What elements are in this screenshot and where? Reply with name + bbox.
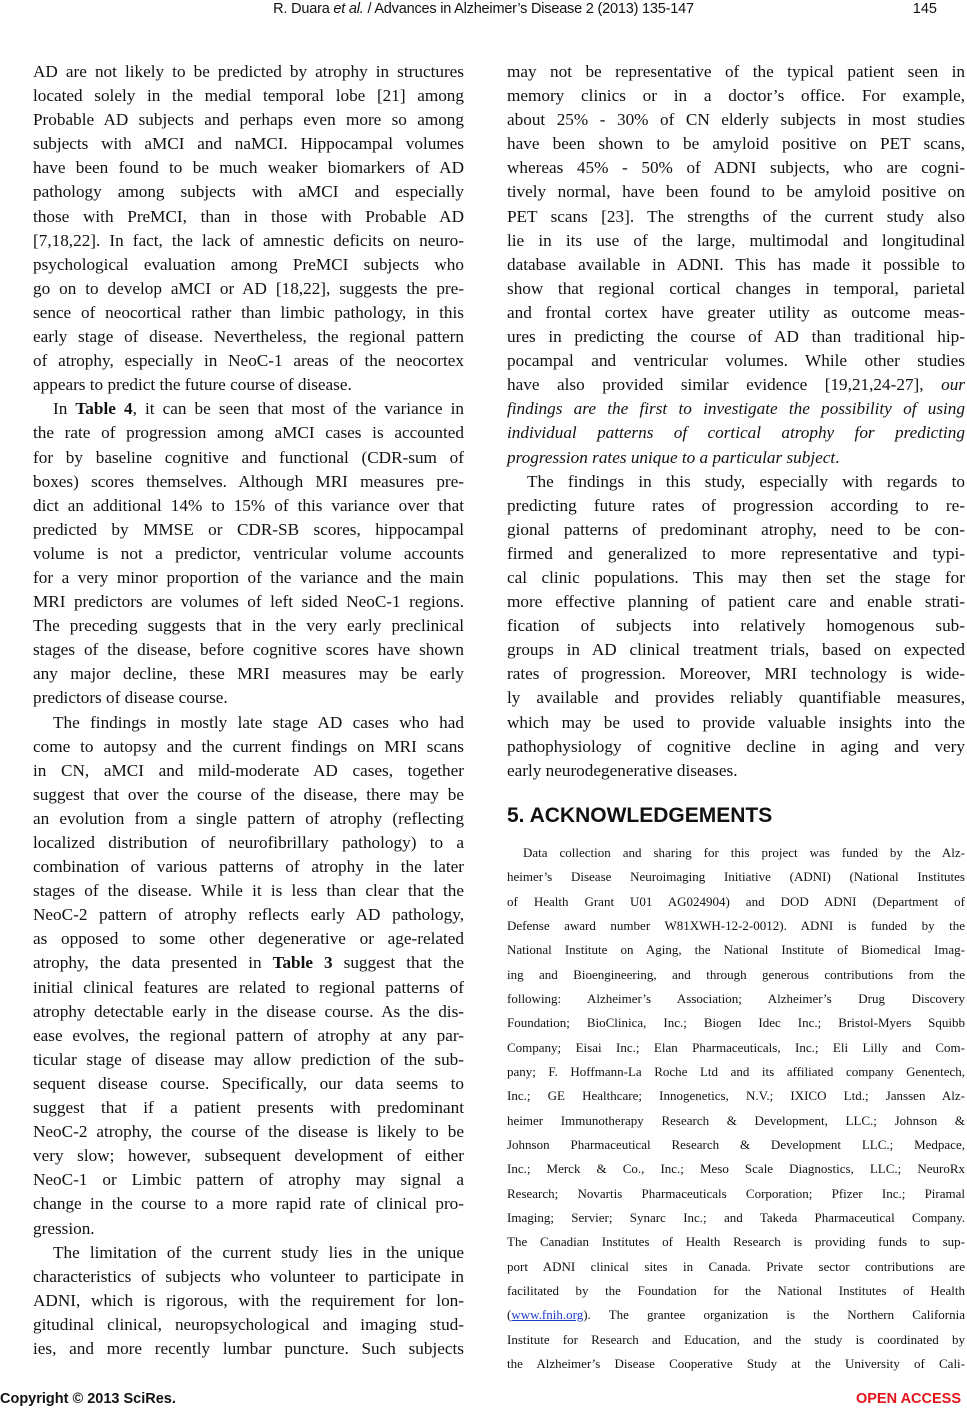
text: those with PreMCI, than in those with Probable AD [33, 206, 464, 226]
text-line [33, 373, 464, 397]
text-line [33, 1024, 464, 1048]
text: stages of the disease. While it is less than clear that the [33, 881, 464, 901]
text-line [33, 325, 464, 349]
text: of atrophy, especially in NeoC-1 areas of the neocortex [33, 351, 464, 371]
text-line [33, 60, 464, 84]
text-line [33, 205, 464, 229]
text-line [507, 987, 965, 1011]
title-et-al: et al. [333, 1, 364, 17]
text: heimer’s Disease Neuroimaging Initiative (ADNI) (National Institutes [507, 869, 965, 885]
text-line [507, 470, 965, 494]
text: show that regional cortical changes in temporal, parietal [507, 278, 965, 298]
text-line [507, 841, 965, 865]
text: as opposed to some other degenerative or age-related [33, 929, 464, 949]
text-line [33, 1120, 464, 1144]
text: Foundation; BioClinica, Inc.; Biogen Idec Inc.; Bristol-Myers Squibb [507, 1015, 965, 1031]
text: subjects with aMCI and naMCI. Hippocampal volumes [33, 134, 464, 154]
text: gression. [33, 1218, 95, 1238]
text: firmed and generalized to more representative and typi- [507, 543, 965, 563]
text: Data collection and sharing for this project was funded by the Alz- [523, 844, 965, 860]
text-line [507, 518, 965, 542]
text: psychological evaluation among PreMCI subjects who [33, 254, 464, 274]
text-line [507, 735, 965, 759]
text-line [33, 253, 464, 277]
text-line [33, 927, 464, 951]
acknowledgements-text [507, 841, 965, 1377]
text: [7,18,22]. In fact, the lack of amnestic deficits on neuro- [33, 230, 464, 250]
text-line [507, 349, 965, 373]
text: sequent disease course. Specifically, our data seems to [33, 1073, 464, 1093]
text: located solely in the medial temporal lobe [21] among [33, 86, 464, 106]
text-line [507, 1011, 965, 1035]
paragraph [507, 470, 965, 783]
text: port ADNI clinical sites in Canada. Private sector contributions are [507, 1258, 965, 1274]
text-line [507, 1279, 965, 1303]
text-line [33, 421, 464, 445]
paragraph [33, 1241, 464, 1361]
text: The Canadian Institutes of Health Research is providing funds to sup- [507, 1234, 965, 1250]
text: very slow; however, subsequent development of either [33, 1146, 464, 1166]
text: pany; F. Hoffmann-La Roche Ltd and its affiliated company Genentech, [507, 1063, 965, 1079]
text-line [33, 1217, 464, 1241]
text-line [507, 662, 965, 686]
text: ticular stage of disease may allow prediction of the sub- [33, 1049, 464, 1069]
text: have been shown to be amyloid positive on PET scans, [507, 134, 965, 154]
text-line [33, 1168, 464, 1192]
text: suggest that if a patient presents with predominant [33, 1098, 464, 1118]
text-line [507, 277, 965, 301]
text-line [507, 1109, 965, 1133]
text-line [507, 1230, 965, 1254]
text: following: Alzheimer’s Association; Alzheimer’s Drug Discovery [507, 990, 965, 1006]
text: which may be used to provide valuable insights into the [507, 712, 965, 732]
text: and frontal cortex have greater utility as outcome meas- [507, 302, 965, 322]
text-line [507, 446, 965, 470]
text: have also provided similar evidence [19,21,24-27], [507, 375, 942, 395]
text: tively normal, have been found to be amyloid positive on [507, 182, 965, 202]
text: an evolution from a single pattern of atrophy (reflecting [33, 808, 464, 828]
text: gional patterns of predominant atrophy, need to be con- [507, 519, 965, 539]
text: pathophysiology of cognitive decline in aging and very [507, 736, 965, 756]
text-line [33, 1265, 464, 1289]
text-line [507, 1036, 965, 1060]
text: change in the course to a more rapid rate of clinical pro- [33, 1194, 464, 1214]
text: The preceding suggests that in the very early preclinical [33, 616, 464, 636]
text-line [33, 446, 464, 470]
text-line [33, 229, 464, 253]
text: pathology among subjects with aMCI and especially [33, 182, 464, 202]
text-line [33, 711, 464, 735]
text-line [507, 180, 965, 204]
text: ly available and provides reliably quantifiable measures, [507, 688, 965, 708]
text-line [33, 542, 464, 566]
title-authors: R. Duara [273, 1, 334, 17]
text-line [33, 903, 464, 927]
text: heimer Immunotherapy Research & Development, LLC.; Johnson & [507, 1112, 965, 1128]
text-line [507, 614, 965, 638]
text: NeoC-2 atrophy, the course of the disease is likely to be [33, 1122, 464, 1142]
text: may not be representative of the typical patient seen in [507, 62, 965, 81]
text: early stage of disease. Nevertheless, the regional pattern [33, 327, 464, 347]
text-line [507, 325, 965, 349]
text: the Alzheimer’s Disease Cooperative Study at the University of Cali- [507, 1356, 965, 1372]
open-access-label: OPEN ACCESS [855, 1391, 961, 1407]
text: lie in its use of the large, multimodal and longitudinal [507, 230, 965, 250]
text: AD are not likely to be predicted by atrophy in structures [33, 62, 464, 81]
text: Institute for Research and Education, and the study is coordinated by [507, 1331, 965, 1347]
text-line [507, 494, 965, 518]
text-line [33, 277, 464, 301]
emphasis: our [941, 375, 965, 395]
text: The findings in mostly late stage AD cases who had [53, 712, 464, 732]
text: for by baseline cognitive and functional (CDR-sum of [33, 447, 464, 467]
text-line [33, 566, 464, 590]
text-line [33, 831, 464, 855]
text-line [33, 1192, 464, 1216]
text-line [33, 470, 464, 494]
fnih-link[interactable]: www.fnih.org [511, 1307, 584, 1323]
text: fication of subjects into relatively homogenous sub- [507, 616, 965, 636]
text-line [507, 421, 965, 445]
text: MRI predictors are volumes of left sided NeoC-1 regions. [33, 592, 464, 612]
text: have been found to be much weaker biomarkers of AD [33, 158, 464, 178]
text-line [507, 542, 965, 566]
text: sence of neocortical rather than limbic pathology, in this [33, 302, 464, 322]
text: PET scans [23]. The strengths of the current study also [507, 206, 965, 226]
text-line [33, 156, 464, 180]
text: Research; Novartis Pharmaceuticals Corporation; Pfizer Inc.; Piramal [507, 1185, 965, 1201]
text-line [507, 590, 965, 614]
text: ADNI, which is rigorous, with the requirement for lon- [33, 1290, 464, 1310]
text: volume is not a predictor, ventricular volume accounts [33, 543, 464, 563]
text-line [33, 108, 464, 132]
text-line [507, 156, 965, 180]
text-line [507, 253, 965, 277]
text-line [33, 132, 464, 156]
text: National Institute on Aging, the National Institute of Biomedical Imag- [507, 942, 965, 958]
text: predicting future rates of progression according to re- [507, 495, 965, 515]
text-line [507, 84, 965, 108]
text: cal clinic populations. This may then set the stage for [507, 567, 965, 587]
text-line [507, 1255, 965, 1279]
text: whereas 45% - 50% of ADNI subjects, who are cogni- [507, 158, 965, 178]
text-line [33, 1072, 464, 1096]
text: facilitated by the Foundation for the National Institutes of Health [507, 1283, 965, 1298]
text: Johnson Pharmaceutical Research & Development LLC.; Medpace, [507, 1136, 965, 1152]
text-line [33, 180, 464, 204]
text-line [33, 807, 464, 831]
text: for a very minor proportion of the variance and the main [33, 567, 464, 587]
text: boxes) scores themselves. Although MRI measures pre- [33, 471, 464, 491]
table-reference: Table 4 [75, 399, 133, 419]
page-number: 145 [912, 1, 937, 17]
text: atrophy detectable early in the disease course. As the dis- [33, 1001, 464, 1021]
text-line [507, 963, 965, 987]
text: Inc.; Merck & Co., Inc.; Meso Scale Diagnostics, LLC.; NeuroRx [507, 1161, 965, 1177]
text-line [507, 1303, 965, 1327]
emphasis: progression rates unique to a particular subject [507, 447, 836, 467]
text: In [53, 399, 76, 419]
text-line [33, 735, 464, 759]
text-line [33, 1144, 464, 1168]
text: , it can be seen that most of the variance in [132, 399, 465, 419]
paragraph [33, 60, 464, 397]
text: ures in predicting the course of AD than traditional hip- [507, 327, 965, 347]
text-line [507, 1060, 965, 1084]
text: of Health Grant U01 AG024904) and DOD ADNI (Department of [507, 893, 965, 909]
text: rates of progression. Moreover, MRI technology is wide- [507, 664, 965, 684]
text-line [33, 614, 464, 638]
text-line [507, 1084, 965, 1108]
running-header [0, 0, 967, 20]
text-line [507, 301, 965, 325]
text: Company; Eisai Inc.; Elan Pharmaceuticals, Inc.; Eli Lilly and Com- [507, 1039, 965, 1055]
text-line [507, 229, 965, 253]
text-line [33, 855, 464, 879]
text: suggest that over the course of the disease, there may be [33, 784, 464, 804]
text-line [33, 494, 464, 518]
text: NeoC-1 or Limbic pattern of atrophy may signal a [33, 1170, 464, 1190]
text: dict an additional 14% to 15% of this variance over that [33, 495, 464, 515]
text-line [33, 976, 464, 1000]
left-column [33, 60, 464, 1361]
text: about 25% - 30% of CN elderly subjects in most studies [507, 110, 965, 130]
text: Defense award number W81XWH-12-2-0012). ADNI is funded by the [507, 917, 965, 933]
text: appears to predict the future course of disease. [33, 375, 352, 395]
table-reference: Table 3 [272, 953, 333, 973]
text-line [33, 879, 464, 903]
text: database available in ADNI. This has made it possible to [507, 254, 965, 274]
text-line [33, 84, 464, 108]
text-line [33, 518, 464, 542]
text: combination of various patterns of atrophy in the later [33, 857, 464, 877]
text: pocampal and ventricular volumes. While other studies [507, 351, 965, 371]
emphasis: individual patterns of cortical atrophy for predicting [507, 423, 965, 443]
text: The findings in this study, especially with regards to [527, 471, 965, 491]
text: memory clinics or in a doctor’s office. For example, [507, 86, 965, 106]
text-line [507, 1182, 965, 1206]
text-line [33, 1096, 464, 1120]
text-line [507, 914, 965, 938]
text-line [507, 1328, 965, 1352]
text: characteristics of subjects who volunteer to participate in [33, 1266, 464, 1286]
text: The limitation of the current study lies in the unique [53, 1242, 464, 1262]
text-line [507, 205, 965, 229]
text: Imaging; Servier; Synarc Inc.; and Takeda Pharmaceutical Company. [507, 1209, 965, 1225]
text-line [33, 1241, 464, 1265]
text: come to autopsy and the current findings on MRI scans [33, 736, 464, 756]
text: atrophy, the data presented in [33, 953, 273, 973]
text: Probable AD subjects and perhaps even more so among [33, 110, 464, 130]
text: any major decline, these MRI measures may be early [33, 664, 464, 684]
text: ing and Bioengineering, and through generous contributions from the [507, 966, 965, 982]
text-line [507, 890, 965, 914]
text-line [507, 711, 965, 735]
text: NeoC-2 pattern of atrophy reflects early AD pathology, [33, 905, 464, 925]
text-line [33, 1313, 464, 1337]
text: localized distribution of neurofibrillary pathology) to a [33, 833, 464, 852]
text-line [33, 951, 464, 975]
text-line [33, 301, 464, 325]
text-line [507, 686, 965, 710]
emphasis: findings are the first to investigate the possibility of using [507, 399, 965, 419]
text: go on to develop aMCI or AD [18,22], suggests the pre- [33, 278, 464, 298]
text-line [33, 1048, 464, 1072]
title-journal: / Advances in Alzheimer’s Disease 2 (2013) 135-147 [363, 1, 694, 17]
text: Inc.; GE Healthcare; Innogenetics, N.V.; IXICO Ltd.; Janssen Alz- [507, 1088, 965, 1104]
text: ease evolves, the regional pattern of atrophy at any par- [33, 1025, 464, 1045]
paragraph [33, 397, 464, 710]
text-line [507, 1352, 965, 1376]
text-line [33, 686, 464, 710]
text-line [33, 759, 464, 783]
text-line [33, 638, 464, 662]
text-line [507, 865, 965, 889]
text-line [507, 108, 965, 132]
text-line [33, 590, 464, 614]
text-line [33, 783, 464, 807]
text-line [507, 1157, 965, 1181]
text-line [33, 1337, 464, 1361]
text: initial clinical features are related to regional patterns of [33, 977, 464, 997]
text-line [33, 397, 464, 421]
text-line [507, 759, 965, 783]
text: ( [507, 1307, 512, 1323]
text-line [33, 662, 464, 686]
text-line [507, 60, 965, 84]
section-heading-acknowledgements: 5. ACKNOWLEDGEMENTS [507, 803, 773, 827]
paragraph [33, 711, 464, 1241]
text: the rate of progression among aMCI cases is accounted [33, 423, 464, 443]
text-line [507, 132, 965, 156]
running-title [0, 1, 967, 17]
text-line [507, 638, 965, 662]
text: predicted by MMSE or CDR-SB scores, hippocampal [33, 519, 464, 539]
text-line [507, 373, 965, 397]
text: groups in AD clinical treatment trials, based on expected [507, 640, 965, 660]
text: in CN, aMCI and mild-moderate AD cases, together [33, 760, 464, 780]
paragraph [507, 60, 965, 470]
text-line [507, 938, 965, 962]
text: ). The grantee organization is the Northern California [583, 1307, 965, 1323]
text: . [835, 447, 840, 467]
text: more effective planning of patient care and enable strati- [507, 592, 965, 612]
text: early neurodegenerative diseases. [507, 760, 738, 780]
text-line [33, 349, 464, 373]
text-line [33, 1289, 464, 1313]
text: ies, and more recently lumbar puncture. Such subjects [33, 1338, 464, 1358]
right-column [507, 60, 965, 1376]
text: suggest that the [332, 953, 464, 973]
text-line [33, 1000, 464, 1024]
text-line [507, 397, 965, 421]
text: predictors of disease course. [33, 688, 228, 708]
text-line [507, 1206, 965, 1230]
text-line [507, 566, 965, 590]
copyright-notice: Copyright © 2013 SciRes. [0, 1391, 176, 1407]
text-line [507, 1133, 965, 1157]
text: gitudinal clinical, neuropsychological and imaging stud- [33, 1314, 464, 1334]
text: stages of the disease, before cognitive scores have shown [33, 640, 464, 660]
